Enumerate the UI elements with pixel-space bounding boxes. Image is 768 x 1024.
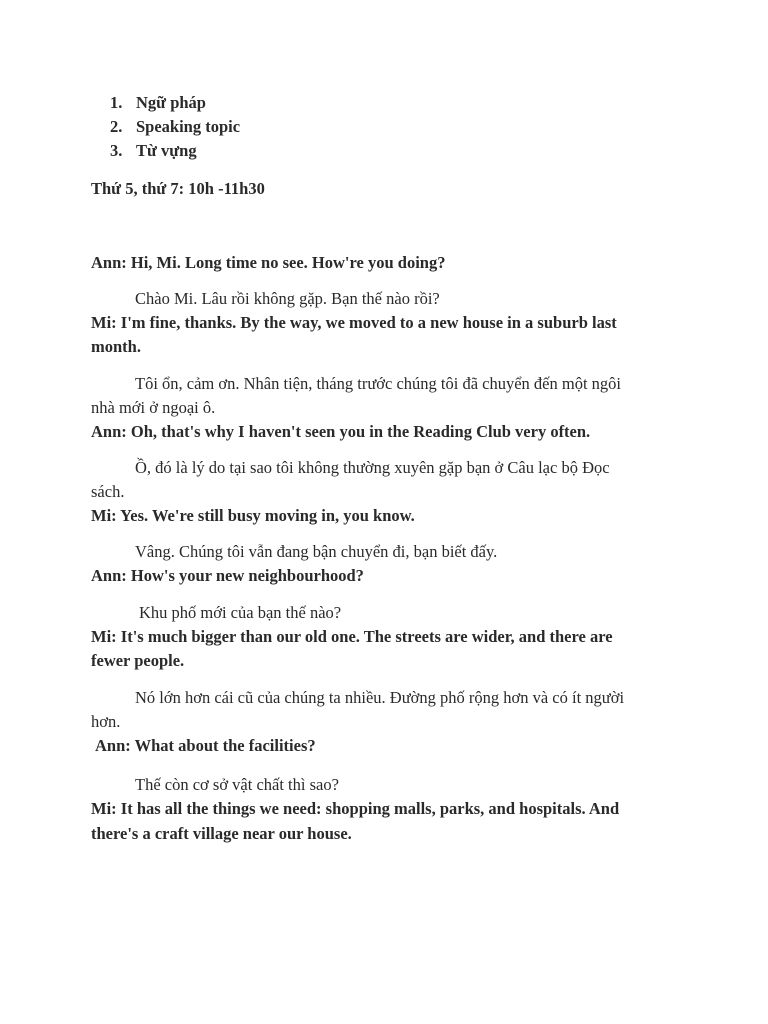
list-item [110, 115, 240, 139]
list-number: 2. [110, 117, 123, 136]
list-number: 1. [110, 93, 123, 112]
dialogue-english-line: Ann: How's your new neighbourhood? [91, 566, 364, 585]
dialogue-english-line: Ann: Oh, that's why I haven't seen you in the Reading Club very often. [91, 422, 591, 441]
list-label: Speaking topic [136, 117, 241, 136]
dialogue-english-line: fewer people. [91, 651, 185, 670]
dialogue-english-line: month. [91, 337, 141, 356]
dialogue-english-line: Ann: Hi, Mi. Long time no see. How're you doing? [91, 253, 446, 272]
list-number: 3. [110, 141, 123, 160]
dialogue-english-line: Mi: Yes. We're still busy moving in, you know. [91, 506, 415, 525]
dialogue-translation-line: sách. [91, 482, 125, 501]
topic-list [110, 91, 240, 163]
dialogue-english-line: Ann: What about the facilities? [95, 736, 316, 755]
dialogue-translation-line: nhà mới ở ngoại ô. [91, 398, 216, 417]
list-item [110, 91, 240, 115]
dialogue-translation-line: Nó lớn hơn cái cũ của chúng ta nhiều. Đường phố rộng hơn và có ít người [135, 688, 625, 707]
list-item [110, 139, 240, 163]
dialogue-english-line: Mi: It's much bigger than our old one. The streets are wider, and there are [91, 627, 613, 646]
dialogue-english-line: there's a craft village near our house. [91, 824, 352, 843]
schedule-line: Thứ 5, thứ 7: 10h -11h30 [91, 179, 265, 198]
list-label: Ngữ pháp [136, 93, 206, 112]
dialogue-translation-line: Ồ, đó là lý do tại sao tôi không thường xuyên gặp bạn ở Câu lạc bộ Đọc [135, 458, 610, 477]
dialogue-translation-line: Chào Mi. Lâu rồi không gặp. Bạn thế nào rồi? [135, 289, 440, 308]
dialogue-english-line: Mi: I'm fine, thanks. By the way, we moved to a new house in a suburb last [91, 313, 617, 332]
dialogue-translation-line: Thế còn cơ sở vật chất thì sao? [135, 775, 339, 794]
list-label: Từ vựng [136, 141, 197, 160]
dialogue-translation-line: Tôi ổn, cảm ơn. Nhân tiện, tháng trước chúng tôi đã chuyển đến một ngôi [135, 374, 621, 393]
dialogue-translation-line: Vâng. Chúng tôi vẫn đang bận chuyển đi, bạn biết đấy. [135, 542, 498, 561]
dialogue-translation-line: Khu phố mới của bạn thế nào? [139, 603, 342, 622]
dialogue-english-line: Mi: It has all the things we need: shopping malls, parks, and hospitals. And [91, 799, 620, 818]
dialogue-translation-line: hơn. [91, 712, 121, 731]
